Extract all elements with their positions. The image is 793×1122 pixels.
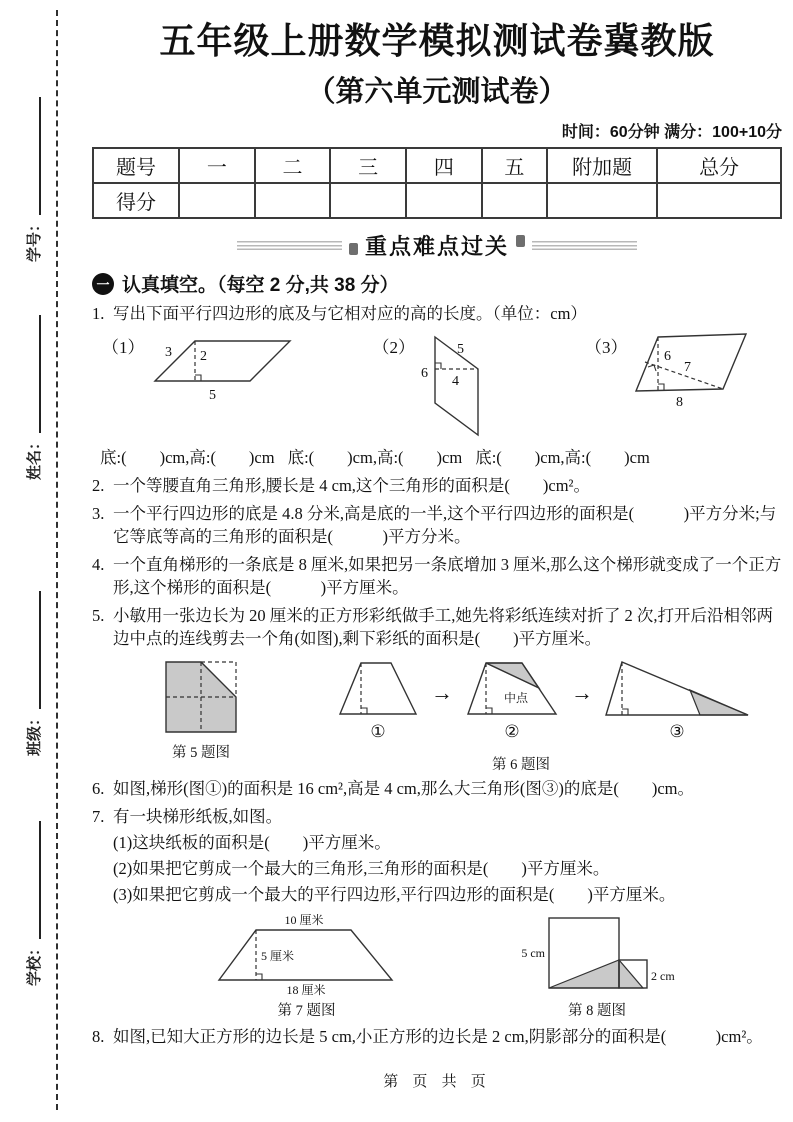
squares-q8-figure <box>517 914 677 996</box>
question-text: 一个直角梯形的一条底是 8 厘米,如果把另一条底增加 3 厘米,那么这个梯形就变成了一个正方形,这个梯形的面积是( )平方厘米。 <box>113 555 782 598</box>
folded-square-figure <box>160 658 242 738</box>
score-header-cell: 二 <box>255 148 331 183</box>
school-label: 学校： <box>25 940 43 986</box>
q1-figure-3 <box>585 329 780 413</box>
student-id-blank-line <box>25 97 41 215</box>
score-header-cell: 四 <box>406 148 482 183</box>
score-table <box>92 147 782 219</box>
q1-figure-1 <box>102 329 295 405</box>
triangle-3-figure <box>602 658 752 720</box>
question-number: 8. <box>92 1027 105 1047</box>
step-label: ① <box>370 722 386 742</box>
score-header-cell: 五 <box>482 148 547 183</box>
question-text: 写出下面平行四边形的底及与它相对应的高的长度。（单位：cm） <box>113 304 587 324</box>
score-empty-cell <box>657 183 781 218</box>
fold-figures-row <box>92 658 782 772</box>
fig1-base-label: 5 <box>208 388 216 404</box>
question-number: 2. <box>92 476 105 496</box>
question-number: 5. <box>92 606 105 626</box>
question-text: 一个等腰直角三角形,腰长是 4 cm,这个三角形的面积是( )cm²。 <box>113 476 591 496</box>
q7-figure-block <box>214 914 399 1020</box>
figure-caption: 第 7 题图 <box>277 1003 336 1020</box>
answer-blank-group: 底:( )cm,高:( )cm <box>287 448 463 468</box>
q8-figure-block <box>517 914 677 1020</box>
answer-blank-group: 底:( )cm,高:( )cm <box>475 448 650 468</box>
step-label: ③ <box>669 722 685 742</box>
section-number-circle-icon: 一 <box>92 273 114 295</box>
banner-mark-right-icon <box>516 235 525 247</box>
question-8 <box>92 1025 782 1048</box>
step-label: ② <box>504 722 520 742</box>
student-id-label: 学号： <box>25 216 43 262</box>
score-empty-cell <box>179 183 255 218</box>
trapezoid-step2-block <box>462 658 562 742</box>
score-header-cell: 附加题 <box>547 148 657 183</box>
question-number: 3. <box>92 504 105 524</box>
figure-caption: 第 8 题图 <box>568 1003 626 1020</box>
arrow-icon: → <box>571 680 593 706</box>
student-id-field <box>22 62 44 262</box>
arrow-icon: → <box>431 680 453 706</box>
score-empty-cell <box>330 183 406 218</box>
fig1-side-label: 3 <box>164 345 172 361</box>
question-number: 7. <box>92 807 105 827</box>
exam-meta: 时间：60分钟 满分：100+10分 <box>561 124 782 142</box>
fig7-top-label: 10 厘米 <box>284 914 324 928</box>
school-blank-line <box>25 821 41 939</box>
figure-caption: 第 6 题图 <box>492 757 550 774</box>
score-table-header-row <box>93 148 781 183</box>
parallelogram-1-figure <box>145 329 295 405</box>
question-6 <box>92 777 782 800</box>
question-text: 如图,梯形(图①)的面积是 16 cm²,高是 4 cm,那么大三角形(图③)的底是( )cm。 <box>113 779 695 799</box>
score-table-score-row <box>93 183 781 218</box>
fig8-left-label: 5 cm <box>521 946 545 961</box>
fig7-base-label: 18 厘米 <box>286 983 326 997</box>
fig3-base-label: 8 <box>675 395 683 411</box>
student-name-field <box>22 280 44 480</box>
question-text: 一个平行四边形的底是 4.8 分米,高是底的一半,这个平行四边形的面积是( )平方分米;与它等底等高的三角形的面积是( )平方分米。 <box>113 504 777 547</box>
question1-figures <box>92 329 782 447</box>
trapezoid-2-figure <box>462 658 562 720</box>
q7-q8-figures <box>92 914 782 1020</box>
q5-figure-block <box>160 658 242 762</box>
banner-mark-left-icon <box>349 243 358 255</box>
class-blank-line <box>25 591 41 709</box>
triangle-step3-block <box>602 658 752 742</box>
question-2 <box>92 474 782 497</box>
trapezoid-1-figure <box>334 658 422 720</box>
question1-answer-line <box>92 447 782 469</box>
question-5 <box>92 604 782 650</box>
score-empty-cell <box>482 183 547 218</box>
figure-caption: 第 5 题图 <box>172 745 230 762</box>
score-header-cell: 一 <box>179 148 255 183</box>
banner-stripes-right <box>532 241 637 250</box>
page-subtitle: （第六单元测试卷） <box>306 76 568 109</box>
section1-heading <box>92 270 782 297</box>
class-label: 班级： <box>25 710 43 756</box>
q1-sub-label: （1） <box>102 338 145 358</box>
question-7 <box>92 805 782 828</box>
fig1-height-label: 2 <box>199 349 207 365</box>
question-number: 4. <box>92 555 105 575</box>
trapezoid-step1-block <box>334 658 422 742</box>
parallelogram-2-figure <box>415 329 493 441</box>
question-number: 6. <box>92 779 105 799</box>
score-header-cell: 题号 <box>93 148 179 183</box>
banner-title: 重点难点过关 <box>364 233 509 259</box>
fig7-height-label: 5 厘米 <box>261 949 295 964</box>
margin-dashed-divider <box>56 10 58 1110</box>
student-name-label: 姓名： <box>25 434 43 480</box>
question-7-sub-3: (3)如果把它剪成一个最大的平行四边形,平行四边形的面积是( )平方厘米。 <box>113 885 676 905</box>
fig3-slant-label: 7 <box>683 360 691 376</box>
score-header-cell: 总分 <box>657 148 781 183</box>
question-text: 如图,已知大正方形的边长是 5 cm,小正方形的边长是 2 cm,阴影部分的面积是( )cm²。 <box>113 1027 763 1047</box>
question-7-sub-2: (2)如果把它剪成一个最大的三角形,三角形的面积是( )平方厘米。 <box>113 859 610 879</box>
fig2-left-label: 6 <box>421 366 428 382</box>
section1-heading-text: 认真填空。（每空 2 分,共 38 分） <box>122 275 399 297</box>
fig3-height-label: 6 <box>663 349 671 365</box>
score-empty-cell <box>406 183 482 218</box>
fig2-width-label: 4 <box>452 374 459 390</box>
question-3 <box>92 502 782 548</box>
question-4 <box>92 553 782 599</box>
question-number: 1. <box>92 304 105 324</box>
score-empty-cell <box>255 183 331 218</box>
section-banner <box>92 230 782 260</box>
fig2-side-label: 5 <box>457 342 464 358</box>
q1-sub-label: （3） <box>585 338 628 358</box>
paper-content <box>92 20 782 1091</box>
question-7-sub-1: (1)这块纸板的面积是( )平方厘米。 <box>113 833 391 853</box>
q1-sub-label: （2） <box>372 338 415 358</box>
school-field <box>22 786 44 986</box>
trapezoid-q7-figure <box>214 914 399 996</box>
question-text: 小敏用一张边长为 20 厘米的正方形彩纸做手工,她先将彩纸连续对折了 2 次,打开后沿相邻两边中点的连线剪去一个角(如图),剩下彩纸的面积是( )平方厘米。 <box>113 606 773 649</box>
score-empty-cell <box>547 183 657 218</box>
question-text: 有一块梯形纸板,如图。 <box>113 807 283 827</box>
answer-blank-group: 底:( )cm,高:( )cm <box>100 448 275 468</box>
page-footer: 第 页 共 页 <box>383 1073 491 1091</box>
page-title: 五年级上册数学模拟测试卷冀教版 <box>159 20 715 61</box>
score-row-label: 得分 <box>93 183 179 218</box>
score-header-cell: 三 <box>330 148 406 183</box>
student-name-blank-line <box>25 315 41 433</box>
class-field <box>22 556 44 756</box>
parallelogram-3-figure <box>628 329 780 413</box>
q1-figure-2 <box>373 329 494 441</box>
question-1 <box>92 302 782 325</box>
fig8-right-label: 2 cm <box>651 969 675 984</box>
banner-stripes-left <box>237 241 342 250</box>
midpoint-label: 中点 <box>504 691 529 706</box>
